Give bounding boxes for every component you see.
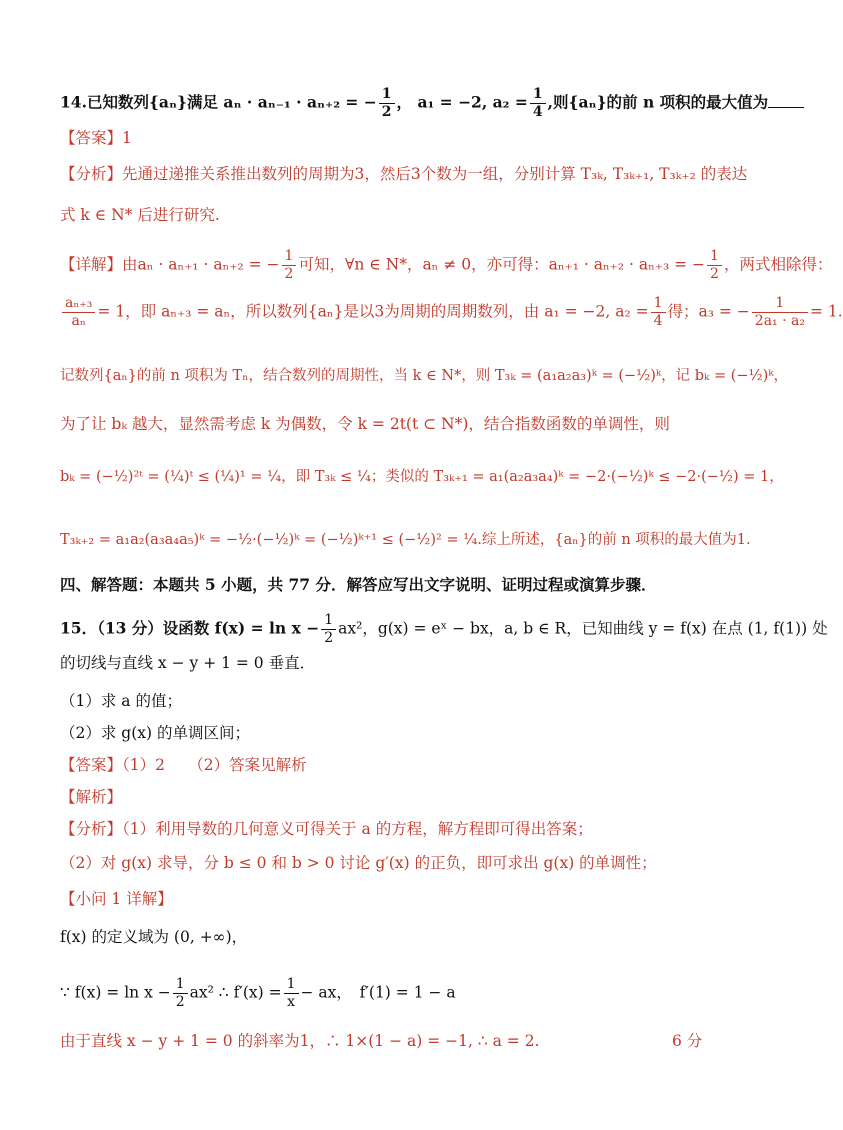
fraction-quarter: $\frac{1}{4}$ <box>530 86 546 121</box>
score-label: 6 分 <box>672 1032 703 1050</box>
q14-detail-3: 记数列{aₙ}的前 n 项积为 Tₙ，结合数列的周期性，当 k ∈ N*，则 T₃ₖ = (a₁a₂a₃)ᵏ = (−½)ᵏ，记 bₖ = (−½)ᵏ， <box>60 368 789 384</box>
q15-answer: 【答案】（1）2 （2）答案见解析 <box>60 756 307 774</box>
q15-analysis-2: （2）对 g(x) 求导，分 b ≤ 0 和 b > 0 讨论 g′(x) 的正负，即可求出 g(x) 的单调性； <box>60 854 657 872</box>
fraction-a3: $\frac{1}{\text{2a₁ · a₂}}$ <box>752 295 808 330</box>
q15-derivative: ∵ f(x) = ln x − $\frac{1}{2}$ ax² ∴ f′(x) = $\frac{1}{x}$ − ax， f′(1) = 1 − a <box>60 976 456 1010</box>
q15-analysis-1: 【分析】（1）利用导数的几何意义可得关于 a 的方程，解方程即可得出答案； <box>60 820 593 838</box>
q14-detail-5: bₖ = (−½)²ᵗ = (¼)ᵗ ≤ (¼)¹ = ¼，即 T₃ₖ ≤ ¼；类似的 T₃ₖ₊₁ = a₁(a₂a₃a₄)ᵏ = −2·(−½)ᵏ ≤ −2·(−½) = 1， <box>60 469 784 485</box>
answer-blank <box>768 93 804 108</box>
q14-detail-2: $\frac{\text{aₙ₊₃}}{\text{aₙ}}$ = 1，即 aₙ₊₃ = aₙ，所以数列{aₙ}是以3为周期的周期数列，由 a₁ = −2, a₂ = $\frac{1}{4}$ 得；a₃ = − $\frac{1}{\text{2a₁ · a₂}}$ = 1. <box>60 295 750 330</box>
q14-stem: 14.已知数列{aₙ}满足 aₙ · aₙ₋₁ · aₙ₊₂ = − $\frac{1}{2}$ ， a₁ = −2, a₂ = $\frac{1}{4}$ ,则{aₙ}的前 n 项积的最大值为 <box>60 86 750 121</box>
section-heading: 四、解答题：本题共 5 小题，共 77 分．解答应写出文字说明、证明过程或演算步骤． <box>60 575 657 594</box>
q14-analysis-1: 【分析】先通过递推关系推出数列的周期为3，然后3个数为一组，分别计算 T₃ₖ, T₃ₖ₊₁, T₃ₖ₊₂ 的表达 <box>60 165 748 183</box>
math-a1a2: a₁ = −2, a₂ = <box>417 92 528 112</box>
math-recur: aₙ · aₙ₋₁ · aₙ₊₂ = − <box>223 92 377 112</box>
q14-stem-part: 14.已知数列 <box>60 92 149 112</box>
q14-detail-6: T₃ₖ₊₂ = a₁a₂(a₃a₄a₅)ᵏ = −½·(−½)ᵏ = (−½)ᵏ⁺¹ ≤ (−½)² = ¼.综上所述，{aₙ}的前 n 项积的最大值为1. <box>60 532 751 548</box>
q15-sub-1: （1）求 a 的值； <box>60 692 182 710</box>
q15-stem-1: 15．（13 分）设函数 f(x) = ln x − $\frac{1}{2}$ ax²，g(x) = eˣ − bx，a, b ∈ R，已知曲线 y = f(x) 在点 (1, f(1)) 处 <box>60 612 828 646</box>
q14-detail-4: 为了让 bₖ 越大，显然需考虑 k 为偶数，令 k = 2t(t ⊂ N*)，结合指数函数的单调性，则 <box>60 415 670 433</box>
q15-jiexi: 【解析】 <box>60 788 123 806</box>
q15-sub-2: （2）求 g(x) 的单调区间； <box>60 724 250 742</box>
q14-detail-1: 【详解】由aₙ · aₙ₊₁ · aₙ₊₂ = − $\frac{1}{2}$ 可知，∀n ∈ N*，aₙ ≠ 0，亦可得：aₙ₊₁ · aₙ₊₂ · aₙ₊₃ = − $\frac{1}{2}$ ，两式相除得： <box>60 248 833 282</box>
q15-stem-2: 的切线与直线 x − y + 1 = 0 垂直． <box>60 654 316 672</box>
q14-answer: 【答案】1 <box>60 129 132 147</box>
q14-analysis-2: 式 k ∈ N* 后进行研究. <box>60 206 220 224</box>
q15-xiaowen: 【小问 1 详解】 <box>60 890 173 908</box>
math-an: {aₙ} <box>148 92 187 112</box>
q15-domain: f(x) 的定义域为 (0, +∞)， <box>60 928 248 946</box>
fraction-half: $\frac{1}{2}$ <box>379 86 395 121</box>
fraction-ratio: $\frac{\text{aₙ₊₃}}{\text{aₙ}}$ <box>62 295 95 330</box>
q15-slope: 由于直线 x − y + 1 = 0 的斜率为1，∴ 1×(1 − a) = −1, ∴ a = 2. 6 分 <box>60 1032 703 1050</box>
q14-stem-part: 满足 <box>187 92 219 112</box>
